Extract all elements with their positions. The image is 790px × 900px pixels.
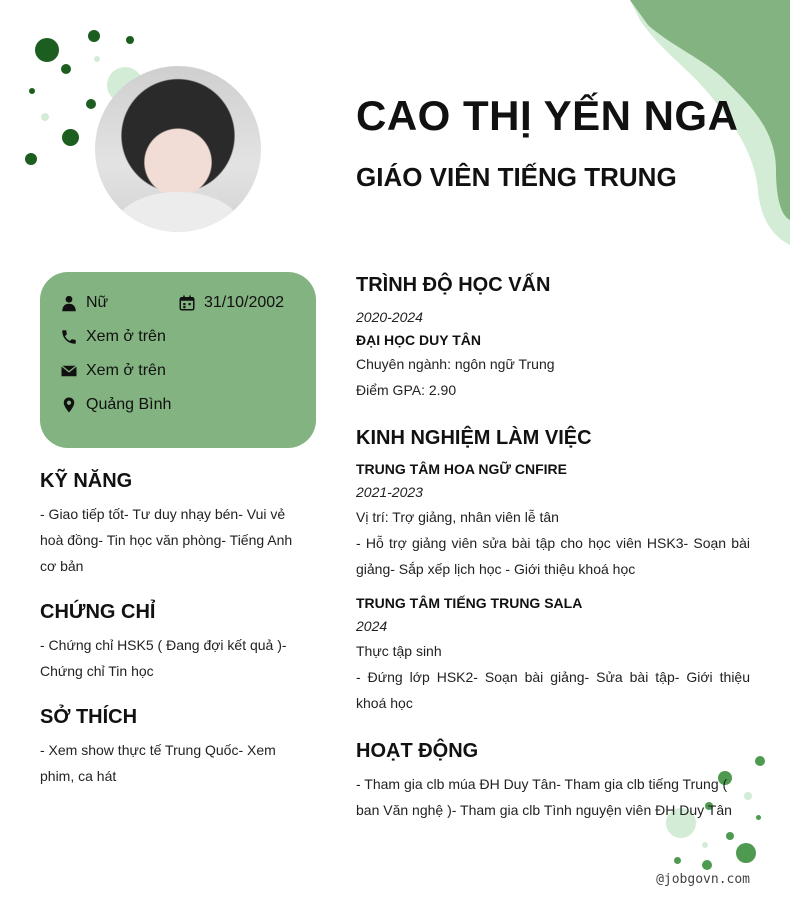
skills-text: - Giao tiếp tốt- Tư duy nhạy bén- Vui vẻ hoà đồng- Tin học văn phòng- Tiếng Anh cơ bản [40, 506, 293, 574]
profile-photo [95, 66, 261, 232]
email-row [60, 362, 166, 380]
decorative-dot [702, 842, 708, 848]
skills-section [40, 470, 312, 579]
decorative-dot [736, 843, 756, 863]
email-value: Xem ở trên [86, 362, 166, 379]
phone-icon [60, 328, 78, 346]
experience-section [356, 427, 750, 716]
candidate-name: CAO THỊ YẾN NGA [356, 92, 739, 139]
phone-value: Xem ở trên [86, 328, 166, 345]
decorative-dot [88, 30, 100, 42]
decorative-dot [702, 860, 712, 870]
calendar-icon [178, 294, 196, 312]
education-section [356, 274, 750, 403]
education-major: Chuyên ngành: ngôn ngữ Trung [356, 356, 555, 372]
experience-title: KINH NGHIỆM LÀM VIỆC [356, 427, 592, 449]
gender-value: Nữ [86, 294, 109, 311]
job-period: 2021-2023 [356, 484, 423, 500]
job-company: TRUNG TÂM TIẾNG TRUNG SALA [356, 595, 583, 611]
birthdate-value: 31/10/2002 [204, 294, 285, 311]
decorative-dot [86, 99, 96, 109]
decorative-dot [62, 129, 79, 146]
job-item [356, 458, 750, 582]
job-period: 2024 [356, 618, 388, 634]
hobbies-text: - Xem show thực tế Trung Quốc- Xem phim, ca hát [40, 742, 276, 784]
job-item [356, 592, 750, 716]
gender-row [60, 294, 108, 312]
activities-text: - Tham gia clb múa ĐH Duy Tân- Tham gia clb tiếng Trung ( ban Văn nghệ )- Tham gia clb Tình nguyện viên ĐH Duy Tân [356, 776, 732, 818]
person-icon [60, 294, 78, 312]
education-school: ĐẠI HỌC DUY TÂN [356, 332, 481, 348]
job-company: TRUNG TÂM HOA NGỮ CNFIRE [356, 461, 567, 477]
decorative-dot [726, 832, 734, 840]
contact-info-box [40, 272, 316, 448]
decorative-dot [61, 64, 71, 74]
activities-title: HOẠT ĐỘNG [356, 740, 479, 762]
location-pin-icon [60, 396, 78, 414]
decorative-dot [29, 88, 35, 94]
hobbies-section [40, 706, 312, 789]
job-position: Thực tập sinh [356, 643, 442, 659]
decorative-dot [756, 815, 761, 820]
activities-section [356, 740, 750, 823]
education-gpa: Điểm GPA: 2.90 [356, 382, 457, 398]
phone-row [60, 328, 166, 346]
decorative-dot [41, 113, 49, 121]
education-title: TRÌNH ĐỘ HỌC VẤN [356, 274, 551, 296]
birthdate-row [178, 294, 284, 312]
watermark: @jobgovn.com [656, 872, 750, 887]
candidate-role: GIÁO VIÊN TIẾNG TRUNG [356, 162, 677, 192]
certificates-section [40, 601, 312, 684]
decorative-dot [94, 56, 100, 62]
certificates-title: CHỨNG CHỈ [40, 601, 156, 623]
decorative-dot [25, 153, 37, 165]
left-column [40, 470, 312, 811]
skills-title: KỸ NĂNG [40, 470, 133, 492]
decorative-dot [35, 38, 59, 62]
certificates-text: - Chứng chỉ HSK5 ( Đang đợi kết quả )- Chứng chỉ Tin học [40, 637, 287, 679]
address-row [60, 396, 171, 414]
job-position: Vị trí: Trợ giảng, nhân viên lễ tân [356, 509, 559, 525]
right-column [356, 274, 750, 823]
job-description: - Hỗ trợ giảng viên sửa bài tập cho học viên HSK3- Soạn bài giảng- Sắp xếp lịch học - Giới thiệu khoá học [356, 535, 750, 577]
mail-icon [60, 362, 78, 380]
job-description: - Đứng lớp HSK2- Soạn bài giảng- Sửa bài tập- Giới thiệu khoá học [356, 669, 750, 711]
decorative-dot [126, 36, 134, 44]
hobbies-title: SỞ THÍCH [40, 706, 138, 728]
education-period: 2020-2024 [356, 309, 423, 325]
address-value: Quảng Bình [86, 396, 172, 413]
decorative-dot [755, 756, 765, 766]
decorative-dot [674, 857, 681, 864]
